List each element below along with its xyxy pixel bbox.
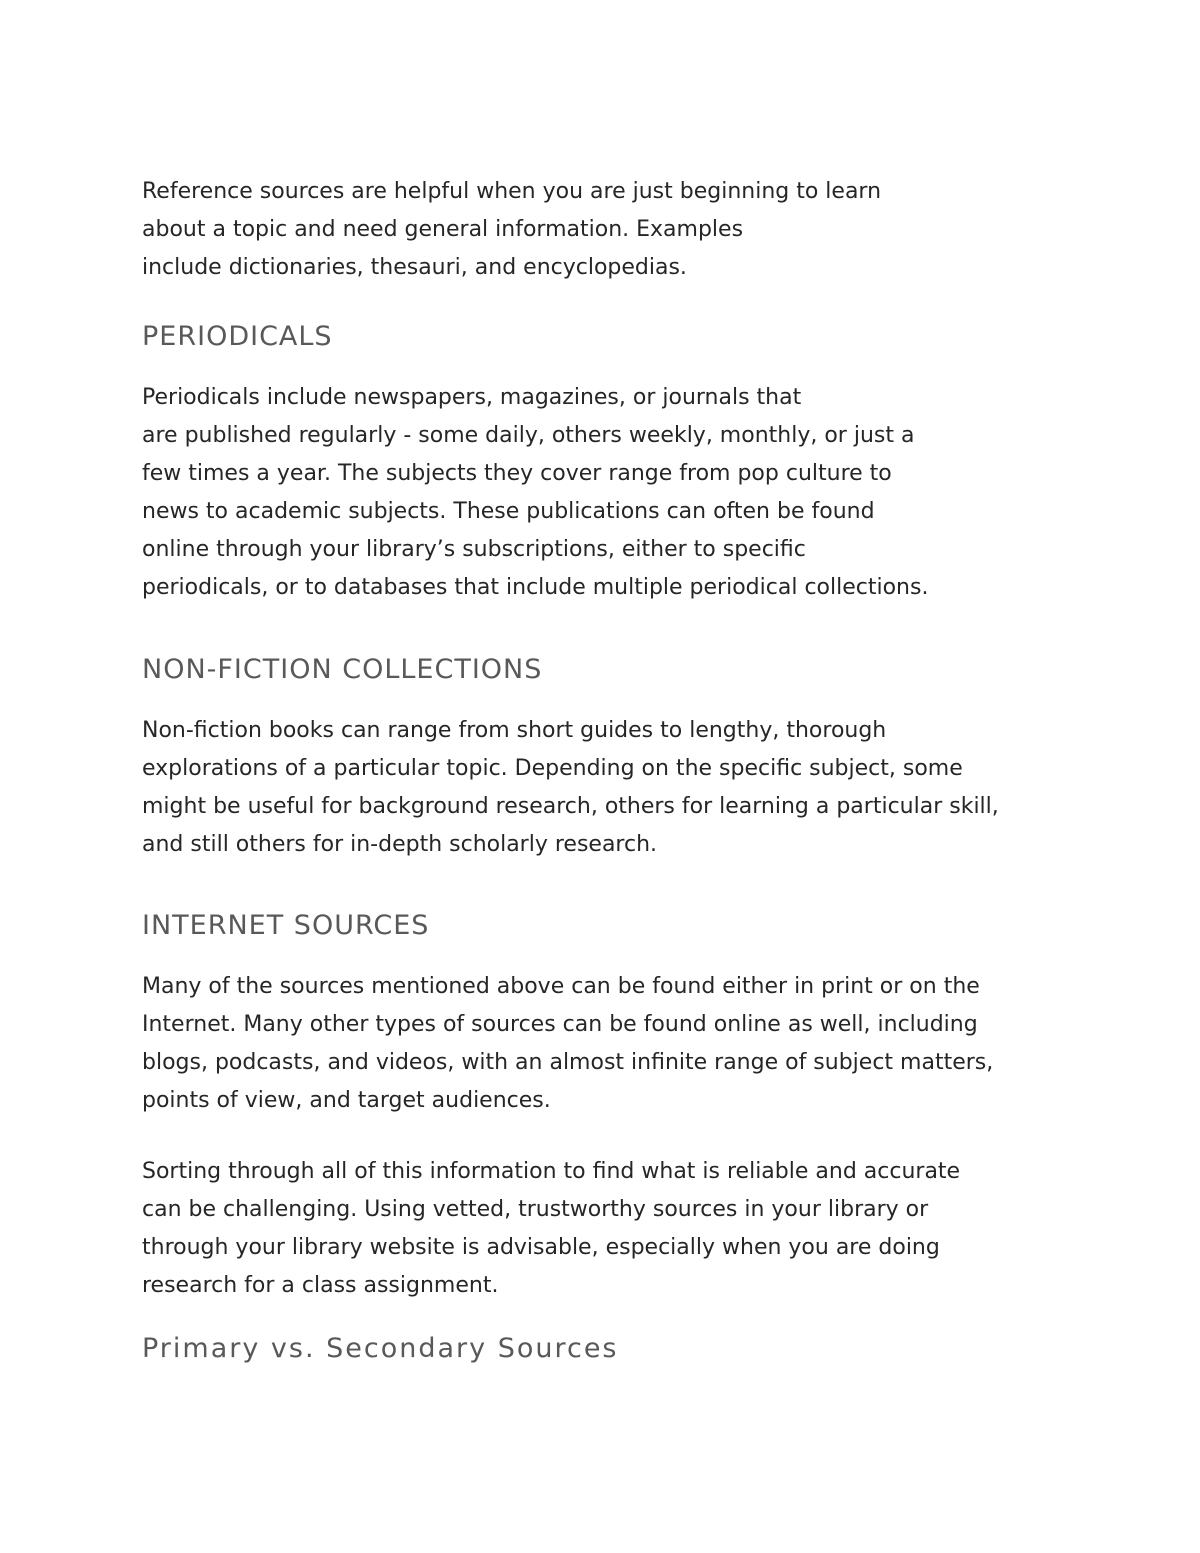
paragraph-line: points of view, and target audiences. [142, 1088, 551, 1113]
paragraph-line: research for a class assignment. [142, 1273, 499, 1298]
internet-paragraph-2 [142, 1153, 1072, 1305]
paragraph-line: Many of the sources mentioned above can be found either in print or on the [142, 974, 980, 999]
internet-paragraph-1 [142, 968, 1072, 1120]
paragraph-line: blogs, podcasts, and videos, with an almost infinite range of subject matters, [142, 1050, 994, 1075]
nonfiction-paragraph [142, 712, 1072, 864]
paragraph-line: about a topic and need general information. Examples [142, 217, 744, 242]
paragraph-line: news to academic subjects. These publications can often be found [142, 499, 875, 524]
paragraph-line: include dictionaries, thesauri, and encyclopedias. [142, 255, 687, 280]
paragraph-line: Non-fiction books can range from short guides to lengthy, thorough [142, 718, 887, 743]
nonfiction-heading: NON-FICTION COLLECTIONS [142, 654, 543, 685]
paragraph-line: periodicals, or to databases that include multiple periodical collections. [142, 575, 929, 600]
paragraph-line: and still others for in-depth scholarly research. [142, 832, 658, 857]
paragraph-line: Internet. Many other types of sources can be found online as well, including [142, 1012, 978, 1037]
paragraph-line: explorations of a particular topic. Depending on the specific subject, some [142, 756, 963, 781]
document-page [142, 173, 1072, 1367]
paragraph-line: through your library website is advisable, especially when you are doing [142, 1235, 940, 1260]
paragraph-line: Reference sources are helpful when you are just beginning to learn [142, 179, 882, 204]
paragraph-line: Sorting through all of this information to find what is reliable and accurate [142, 1159, 961, 1184]
periodicals-paragraph [142, 379, 1072, 607]
periodicals-heading: PERIODICALS [142, 321, 333, 352]
intro-paragraph [142, 173, 1072, 287]
internet-sources-heading: INTERNET SOURCES [142, 910, 430, 941]
paragraph-line: are published regularly - some daily, others weekly, monthly, or just a [142, 423, 915, 448]
paragraph-line: might be useful for background research, others for learning a particular skill, [142, 794, 999, 819]
primary-secondary-heading: Primary vs. Secondary Sources [142, 1333, 619, 1364]
paragraph-line: online through your library’s subscriptions, either to specific [142, 537, 806, 562]
paragraph-line: few times a year. The subjects they cover range from pop culture to [142, 461, 892, 486]
paragraph-line: can be challenging. Using vetted, trustworthy sources in your library or [142, 1197, 929, 1222]
paragraph-line: Periodicals include newspapers, magazines, or journals that [142, 385, 802, 410]
